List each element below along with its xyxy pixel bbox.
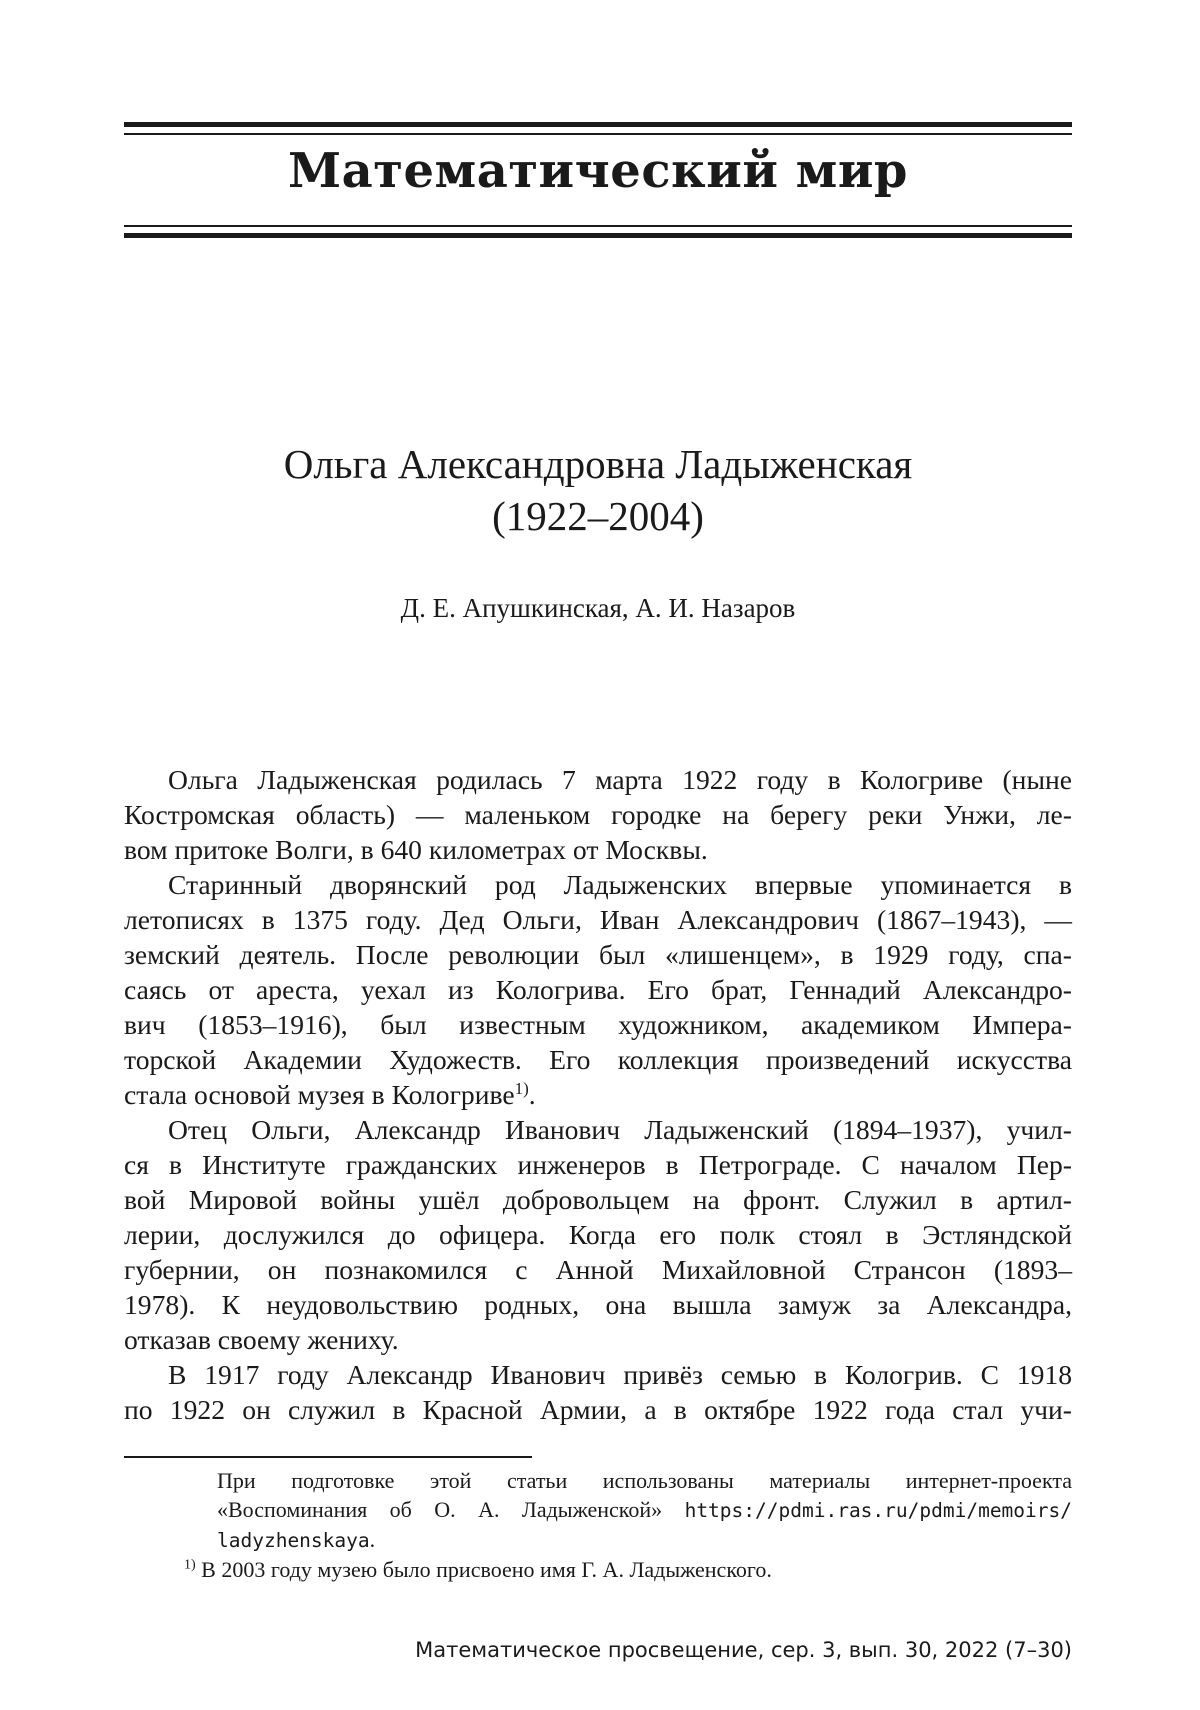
running-footer: Математическое просвещение, сер. 3, вып. 30, 2022 (7–30) [415,1638,1072,1662]
paragraph-1 [124,762,1072,867]
text-line: вом притоке Волги, в 640 километрах от Москвы. [124,832,1072,867]
section-title: Математический мир [124,143,1072,199]
footnote-intro-line [124,1525,1072,1555]
rule-thin-line [124,225,1072,227]
header-rule-bottom [124,225,1072,238]
text-line: вич (1853–1916), был известным художником, академиком Импера- [124,1007,1072,1042]
text-line: ся в Институте гражданских инженеров в Петрограде. С началом Пер- [124,1147,1072,1182]
text-line: отказав своему жениху. [124,1322,1072,1357]
text-line-with-ref [124,1077,1072,1112]
text-line: губернии, он познакомился с Анной Михайловной Странсон (1893– [124,1252,1072,1287]
footnote-intro-line [124,1495,1072,1525]
article-title-name: Ольга Александровна Ладыженская [124,438,1072,490]
text-line: саясь от ареста, уехал из Кологрива. Его брат, Геннадий Александро- [124,972,1072,1007]
footnote-separator [124,1456,532,1458]
header-rule-top [124,122,1072,135]
footnote-url-link[interactable]: https://pdmi.ras.ru/pdmi/memoirs/ [685,1499,1072,1522]
rule-thick-line [124,233,1072,238]
text-line: Ольга Ладыженская родилась 7 марта 1922 году в Кологриве (ныне [124,762,1072,797]
text-line: Старинный дворянский род Ладыженских впервые упоминается в [124,867,1072,902]
article-title [124,438,1072,542]
paragraph-2 [124,867,1072,1112]
article-title-years: (1922–2004) [124,490,1072,542]
text-line: лерии, дослужился до офицера. Когда его полк стоял в Эстляндской [124,1217,1072,1252]
footnote-1-text: В 2003 году музею было присвоено имя Г. А. Ладыженского. [201,1557,772,1582]
text-line: по 1922 он служил в Красной Армии, а в октябре 1922 года стал учи- [124,1392,1072,1427]
rule-thick-line [124,122,1072,127]
footnote-1 [124,1555,1072,1584]
paragraph-4 [124,1357,1072,1427]
footnote-url-end: . [370,1527,376,1552]
rule-thin-line [124,133,1072,135]
sentence-end: . [529,1079,536,1110]
text-line: торской Академии Художеств. Его коллекция произведений искусства [124,1042,1072,1077]
footnote-ref-1: 1) [515,1079,529,1098]
footnote-url-link-cont[interactable]: ladyzhenskaya [217,1529,370,1552]
text-line: летописях в 1375 году. Дед Ольги, Иван Александрович (1867–1943), — [124,902,1072,937]
article-body [124,762,1072,1427]
text-line: 1978). К неудовольствию родных, она вышла замуж за Александра, [124,1287,1072,1322]
text-line: стала основой музея в Кологриве [124,1079,515,1110]
footnote-source-title: «Воспоминания об О. А. Ладыженской» [217,1497,662,1522]
footnotes [124,1466,1072,1584]
text-line: вой Мировой войны ушёл добровольцем на фронт. Служил в артил- [124,1182,1072,1217]
paragraph-3 [124,1112,1072,1357]
footnote-1-mark: 1) [184,1558,196,1573]
footnote-intro-line: При подготовке этой статьи использованы материалы интернет-проекта [124,1466,1072,1495]
text-line: В 1917 году Александр Иванович привёз семью в Кологрив. С 1918 [124,1357,1072,1392]
text-line: Отец Ольги, Александр Иванович Ладыженский (1894–1937), учил- [124,1112,1072,1147]
article-authors: Д. Е. Апушкинская, А. И. Назаров [124,593,1072,624]
text-line: Костромская область) — маленьком городке на берегу реки Унжи, ле- [124,797,1072,832]
text-line: земский деятель. После революции был «лишенцем», в 1929 году, спа- [124,937,1072,972]
